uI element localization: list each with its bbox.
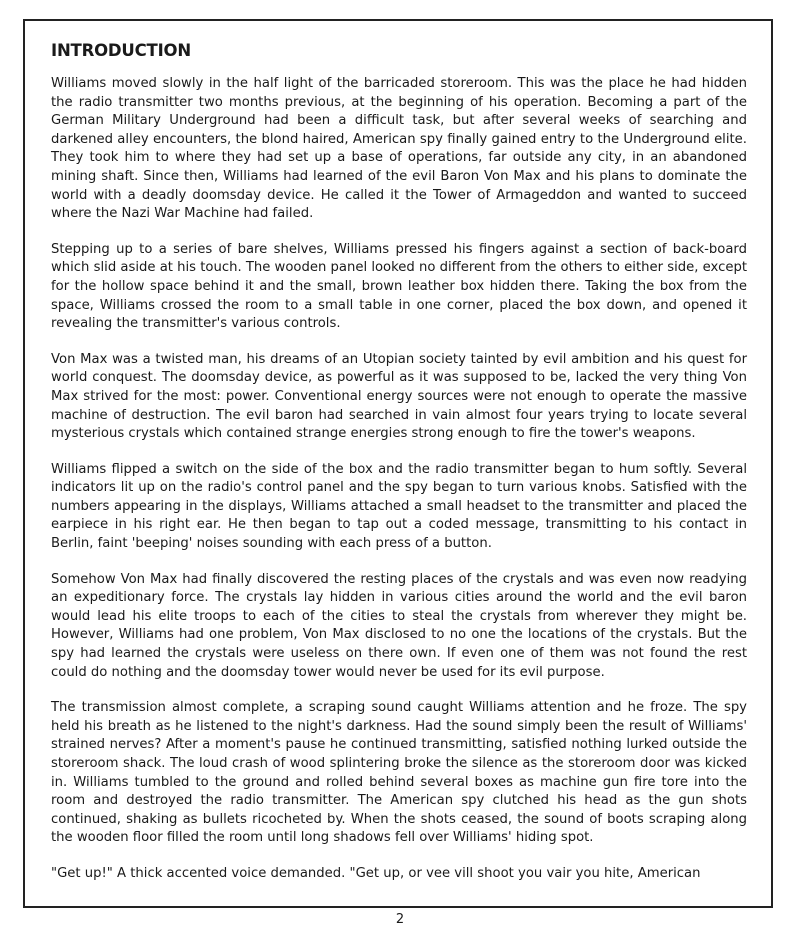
page-number: 2 [395, 912, 405, 927]
paragraph-1: Williams moved slowly in the half light of the barricaded storeroom. This was the place he had hidden the radio transmitter two months previous, at the beginning of his operation. Becoming a part of the German Military Underground had been a difficult task, but after several weeks of searching and darkened alley encounters, the blond haired, American spy finally gained entry to the Underground elite. They took him to where they had set up a base of operations, far outside any city, in an abandoned mining shaft. Since then, Williams had learned of the evil Baron Von Max and his plans to dominate the world with a deadly doomsday device. He called it the Tower of Armageddon and wanted to succeed where the Nazi War Machine had failed. [51, 76, 747, 222]
paragraph-4: Williams flipped a switch on the side of the box and the radio transmitter began to hum softly. Several indicators lit up on the radio's control panel and the spy began to turn various knobs. Satisfied with the numbers appearing in the displays, Williams attached a small headset to the transmitter and placed the earpiece in his right ear. He then began to tap out a coded message, transmitting to his contact in Berlin, faint 'beeping' noises sounding with each press of a button. [51, 461, 747, 552]
paragraph-7: "Get up!" A thick accented voice demanded. "Get up, or vee vill shoot you vair you hite, American [51, 865, 701, 881]
paragraph-5: Somehow Von Max had finally discovered the resting places of the crystals and was even now readying an expeditionary force. The crystals lay hidden in various cities around the world and the evil baron would lead his elite troops to each of the cities to steal the crystals from wherever they might be. However, Williams had one problem, Von Max disclosed to no one the locations of the crystals. But the spy had learned the crystals were useless on there own. If even one of them was not found the rest could do nothing and the doomsday tower would never be used for its evil purpose. [51, 571, 747, 680]
paragraph-2: Stepping up to a series of bare shelves, Williams pressed his fingers against a section of back-board which slid aside at his touch. The wooden panel looked no different from the others to either side, except for the hollow space behind it and the small, brown leather box hidden there. Taking the box from the space, Williams crossed the room to a small table in one corner, placed the box down, and opened it revealing the transmitter's various controls. [51, 241, 747, 332]
paragraph-6: The transmission almost complete, a scraping sound caught Williams attention and he froze. The spy held his breath as he listened to the night's darkness. Had the sound simply been the result of Williams' strained nerves? After a moment's pause he continued transmitting, satisfied nothing lurked outside the storeroom shack. The loud crash of wood splintering broke the silence as the storeroom door was kicked in. Williams tumbled to the ground and rolled behind several boxes as machine gun fire tore into the room and destroyed the radio transmitter. The American spy clutched his head as the gun shots continued, shaking as bullets ricocheted by. When the shots ceased, the sound of boots scraping along the wooden floor filled the room until long shadows fell over Williams' hiding spot. [51, 700, 747, 846]
paragraph-3: Von Max was a twisted man, his dreams of an Utopian society tainted by evil ambition and his quest for world conquest. The doomsday device, as powerful as it was supposed to be, lacked the very thing Von Max strived for the most: power. Conventional energy sources were not enough to operate the massive machine of destruction. The evil baron had searched in vain almost four years trying to locate several mysterious crystals which contained strange energies strong enough to fire the tower's weapons. [51, 351, 747, 442]
page-frame [23, 19, 773, 908]
section-heading: INTRODUCTION [51, 41, 191, 60]
